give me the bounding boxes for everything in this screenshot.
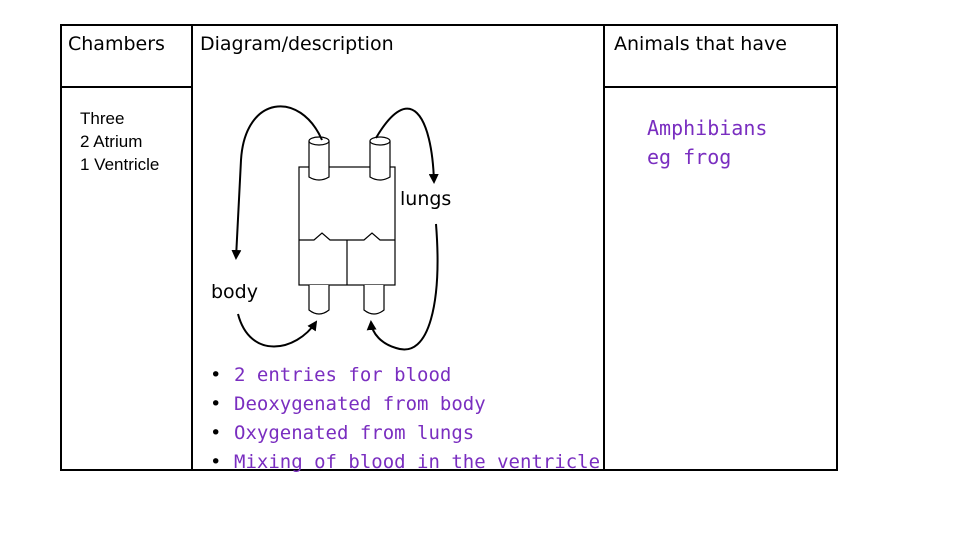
- chambers-line: Three: [80, 109, 125, 128]
- description-bullet: • Mixing of blood in the ventricle: [210, 448, 600, 477]
- description-list: [210, 361, 600, 477]
- top-vessel-right-opening: [370, 137, 390, 145]
- chambers-line: 2 Atrium: [80, 132, 143, 151]
- chambers-line: 1 Ventricle: [80, 155, 160, 174]
- header-animals: Animals that have: [614, 33, 787, 55]
- header-chambers: Chambers: [68, 33, 165, 55]
- arrow-from-body: [238, 314, 316, 347]
- top-vessel-right: [370, 141, 390, 180]
- animals-line: Amphibians: [647, 116, 768, 140]
- bottom-vessel-right: [364, 285, 384, 314]
- top-vessel-left: [309, 141, 329, 180]
- label-lungs: lungs: [400, 188, 452, 210]
- top-vessel-left-opening: [309, 137, 329, 145]
- description-bullet: • Oxygenated from lungs: [210, 419, 600, 448]
- description-bullet: • 2 entries for blood: [210, 361, 600, 390]
- bottom-vessel-left: [309, 285, 329, 314]
- animals-line: eg frog: [647, 145, 732, 169]
- label-body: body: [211, 281, 258, 303]
- header-diagram-description: Diagram/description: [200, 33, 394, 55]
- description-bullet: • Deoxygenated from body: [210, 390, 600, 419]
